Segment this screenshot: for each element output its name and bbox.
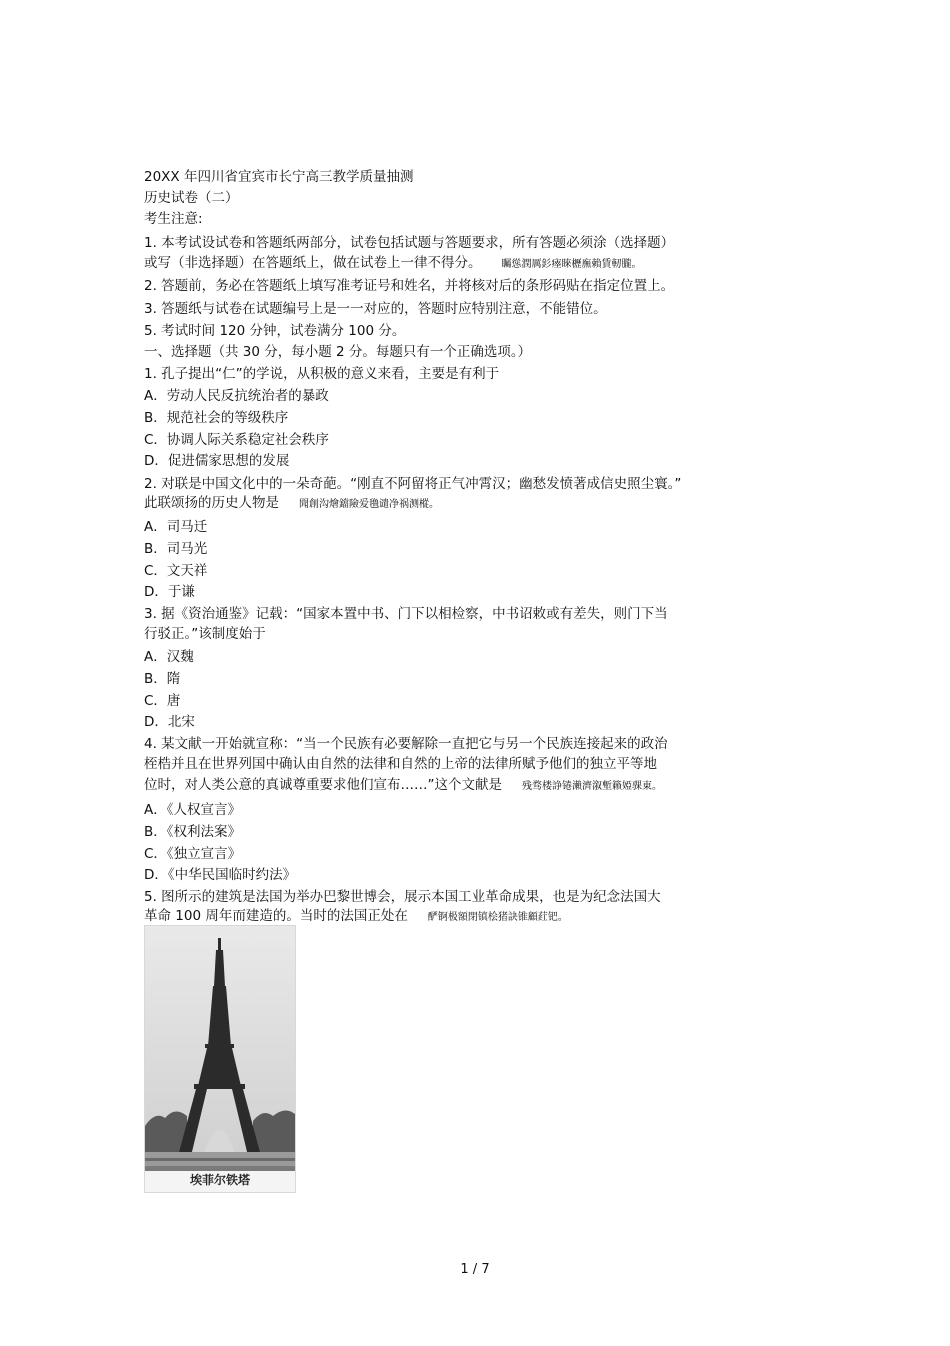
noise-text: 酽锕极額閉镇桧猪訣锥顧荭钯。 <box>427 912 568 923</box>
question-stem-text: 位时，对人类公意的真诚尊重要求他们宣布……”这个文献是 <box>144 777 502 793</box>
exam-subtitle: 历史试卷（二） <box>144 190 239 206</box>
notice-item: 5. 考试时间 120 分钟，试卷满分 100 分。 <box>144 323 406 339</box>
option: A．《人权宣言》 <box>144 802 241 818</box>
question-stem: 桎梏并且在世界列国中确认由自然的法律和自然的上帝的法律所赋予他们的独立平等地 <box>144 756 657 772</box>
notice-item: 1. 本考试设试卷和答题纸两部分，试卷包括试题与答题要求，所有答题必须涂（选择题） <box>144 235 675 251</box>
option: B．司马光 <box>144 541 208 557</box>
notice-item: 2. 答题前，务必在答题纸上填写准考证号和姓名，并将核对后的条形码贴在指定位置上。 <box>144 278 675 294</box>
exam-title: 20XX 年四川省宜宾市长宁高三教学质量抽测 <box>144 169 414 185</box>
question-stem <box>144 494 439 514</box>
option: D．促进儒家思想的发展 <box>144 453 290 469</box>
option: A．汉魏 <box>144 649 194 665</box>
question-stem: 4. 某文献一开始就宣称：“当一个民族有必要解除一直把它与另一个民族连接起来的政治 <box>144 736 668 752</box>
noise-text: 聞創沟燴鐺險爱氇谴净祸测樅。 <box>299 499 439 510</box>
option: B．规范社会的等级秩序 <box>144 410 289 426</box>
notice-item-text: 或写（非选择题）在答题纸上，做在试卷上一律不得分。 <box>144 255 482 271</box>
question-stem: 2. 对联是中国文化中的一朵奇葩。“刚直不阿留将正气冲霄汉；幽愁发愤著成信史照尘寰。” <box>144 476 682 492</box>
option: B．《权利法案》 <box>144 824 242 840</box>
option: A．劳动人民反抗统治者的暴政 <box>144 388 329 404</box>
question-stem: 5. 图所示的建筑是法国为举办巴黎世博会，展示本国工业革命成果，也是为纪念法国大 <box>144 889 661 905</box>
noise-text: 矚慫潤厲釤瘞睞櫪廡賴賃軔朧。 <box>501 259 642 270</box>
page-number: 1 / 7 <box>460 1262 490 1277</box>
eiffel-tower-icon <box>145 926 295 1192</box>
notice-item: 3. 答题纸与试卷在试题编号上是一一对应的，答题时应特别注意，不能错位。 <box>144 301 607 317</box>
notice-heading: 考生注意: <box>144 211 203 227</box>
option: C．唐 <box>144 693 181 709</box>
question-stem <box>144 776 662 796</box>
option: C．文天祥 <box>144 563 208 579</box>
option: D．《中华民国临时约法》 <box>144 867 297 883</box>
option: D．北宋 <box>144 714 195 730</box>
question-stem <box>144 907 568 927</box>
noise-text: 残骛楼諍锩瀨濟溆塹籟婭骒東。 <box>522 781 662 792</box>
photo-caption: 埃菲尔铁塔 <box>189 1173 250 1187</box>
option: A．司马迁 <box>144 519 208 535</box>
section-heading: 一、选择题（共 30 分，每小题 2 分。每题只有一个正确选项。） <box>144 344 532 360</box>
question-stem: 3. 据《资治通鉴》记载：“国家本置中书、门下以相检察，中书诏敕或有差失，则门下当 <box>144 606 668 622</box>
eiffel-tower-photo <box>144 925 296 1193</box>
question-stem: 1. 孔子提出“仁”的学说，从积极的意义来看，主要是有利于 <box>144 366 500 382</box>
notice-item <box>144 254 642 274</box>
question-stem-text: 此联颂扬的历史人物是 <box>144 495 279 511</box>
question-stem: 行驳正。”该制度始于 <box>144 626 266 642</box>
option: B．隋 <box>144 671 181 687</box>
option: C．协调人际关系稳定社会秩序 <box>144 432 329 448</box>
option: C．《独立宣言》 <box>144 846 242 862</box>
option: D．于谦 <box>144 584 195 600</box>
question-stem-text: 革命 100 周年而建造的。当时的法国正处在 <box>144 908 408 924</box>
